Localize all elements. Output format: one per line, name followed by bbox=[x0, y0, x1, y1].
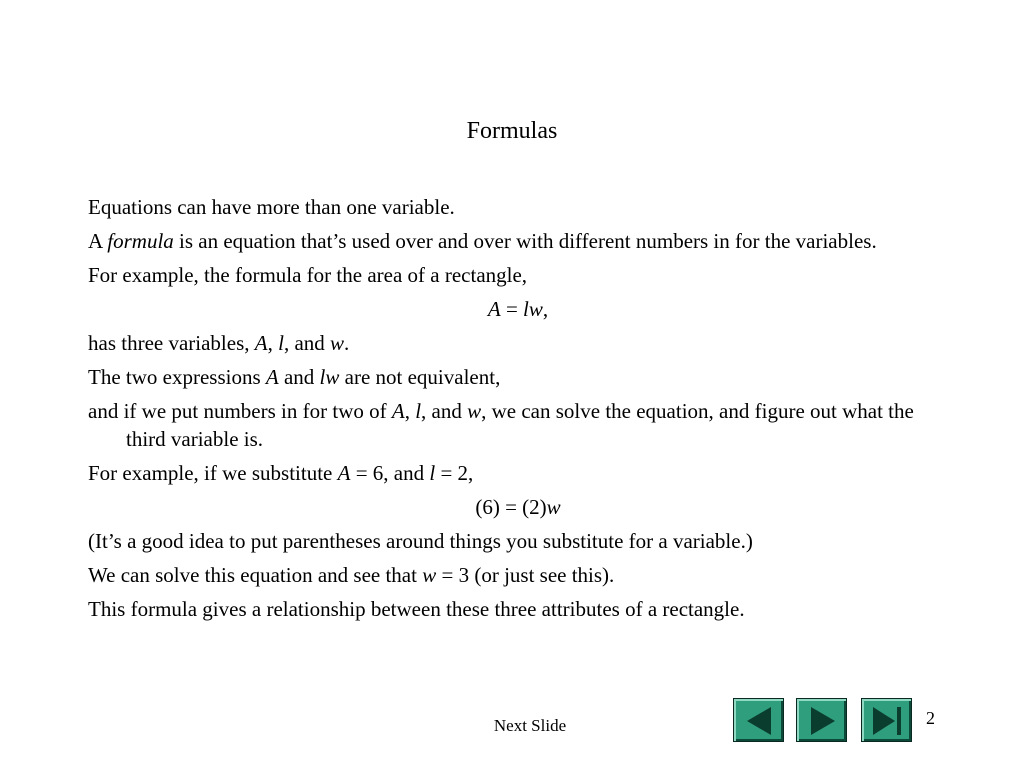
term-formula: formula bbox=[107, 229, 174, 253]
line-11: We can solve this equation and see that w = 3 (or just see this). bbox=[88, 563, 615, 587]
line-7: and if we put numbers in for two of A, l, and w, we can solve the equation, and figure out what the third variable is. bbox=[88, 399, 914, 451]
equation-substituted: (6) = (2)w bbox=[475, 495, 561, 519]
line-6: The two expressions A and lw are not equivalent, bbox=[88, 365, 501, 389]
slide-title: Formulas bbox=[466, 118, 558, 144]
previous-slide-button[interactable] bbox=[733, 698, 784, 742]
line-1: Equations can have more than one variable. bbox=[88, 195, 455, 219]
next-slide-link[interactable]: Next Slide bbox=[493, 716, 567, 735]
last-slide-button[interactable] bbox=[861, 698, 912, 742]
page-number: 2 bbox=[926, 708, 935, 728]
line-5: has three variables, A, l, and w. bbox=[88, 331, 350, 355]
line-10: (It’s a good idea to put parentheses around things you substitute for a variable.) bbox=[88, 529, 753, 553]
last-slide-icon bbox=[862, 699, 913, 743]
previous-arrow-icon bbox=[734, 699, 785, 743]
next-arrow-icon bbox=[797, 699, 848, 743]
slide-body bbox=[88, 193, 948, 629]
line-2: A formula is an equation that’s used over and over with different numbers in for the variables. bbox=[88, 229, 877, 253]
slide-navigation bbox=[733, 698, 913, 744]
line-12: This formula gives a relationship between these three attributes of a rectangle. bbox=[88, 597, 745, 621]
next-slide-button[interactable] bbox=[796, 698, 847, 742]
line-3: For example, the formula for the area of a rectangle, bbox=[88, 263, 528, 287]
equation-area: A = lw, bbox=[487, 297, 549, 321]
line-8: For example, if we substitute A = 6, and l = 2, bbox=[88, 461, 474, 485]
